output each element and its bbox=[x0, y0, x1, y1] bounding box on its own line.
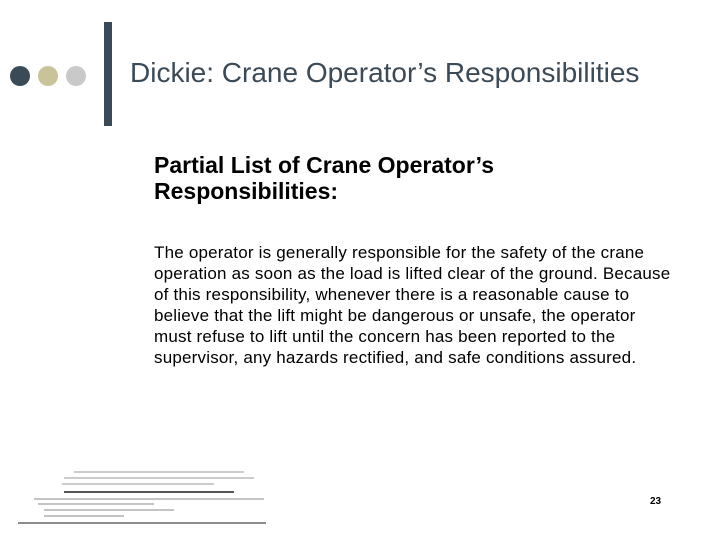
document-scan-image bbox=[14, 466, 270, 530]
decorative-dots bbox=[10, 66, 86, 86]
page-number: 23 bbox=[650, 496, 662, 507]
slide-body-text: The operator is generally responsible for the safety of the crane operation as soon as the load is lifted clear of the ground. Because of this responsibility, whenever there is a reasonable cause to believe that the lift might be dangerous or unsafe, the operator must refuse to lift until the concern has been reported to the supervisor, any hazards rectified, and safe conditions assured. bbox=[154, 243, 671, 367]
slide-subheading: Partial List of Crane Operator’s Responsibilities: bbox=[154, 152, 494, 204]
slide-title: Dickie: Crane Operator’s Responsibilities bbox=[130, 57, 640, 88]
dark-dot-icon bbox=[10, 66, 30, 86]
title-divider-bar bbox=[104, 22, 112, 126]
tan-dot-icon bbox=[38, 66, 58, 86]
grey-dot-icon bbox=[66, 66, 86, 86]
